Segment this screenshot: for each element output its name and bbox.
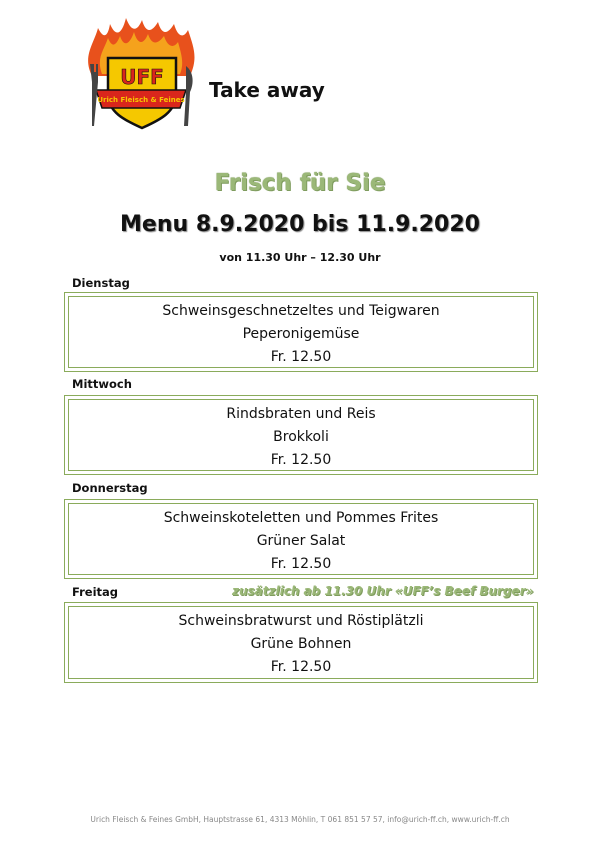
friday-extra-offer: zusätzlich ab 11.30 Uhr «UFF’s Beef Burger» [232,584,534,598]
footer-contact: Urich Fleisch & Feines GmbH, Hauptstrasse 61, 4313 Möhlin, T 061 851 57 57, info@urich-ff.ch, www.urich-ff.ch [90,815,510,824]
side-dish: Grüner Salat [256,533,346,549]
opening-hours: von 11.30 Uhr – 12.30 Uhr [219,251,381,264]
price: Fr. 12.50 [270,556,332,572]
menu-date-range: Menu 8.9.2020 bis 11.9.2020 [120,212,480,237]
day-label-dienstag: Dienstag [72,276,130,290]
price: Fr. 12.50 [270,659,332,675]
price: Fr. 12.50 [270,452,332,468]
logo-tagline: Urich Fleisch & Feines [97,96,185,104]
side-dish: Brokkoli [273,429,329,445]
page-title: Frisch für Sie [214,170,386,196]
dish-name: Schweinskoteletten und Pommes Frites [163,510,439,526]
menu-box-freitag [64,602,538,683]
side-dish: Peperonigemüse [242,326,360,342]
take-away-label: Take away [209,78,325,102]
dish-name: Schweinsbratwurst und Röstiplätzli [178,613,424,629]
dish-name: Schweinsgeschnetzeltes und Teigwaren [162,303,440,319]
menu-box-donnerstag [64,499,538,579]
day-label-mittwoch: Mittwoch [72,377,132,391]
menu-box-dienstag [64,292,538,372]
dish-name: Rindsbraten und Reis [226,406,376,422]
logo-text: UFF [120,65,164,89]
fork-icon [90,64,98,126]
menu-box-mittwoch [64,395,538,475]
price: Fr. 12.50 [270,349,332,365]
day-label-donnerstag: Donnerstag [72,481,148,495]
side-dish: Grüne Bohnen [250,636,352,652]
uff-logo [82,16,200,134]
day-label-freitag: Freitag [72,585,119,599]
